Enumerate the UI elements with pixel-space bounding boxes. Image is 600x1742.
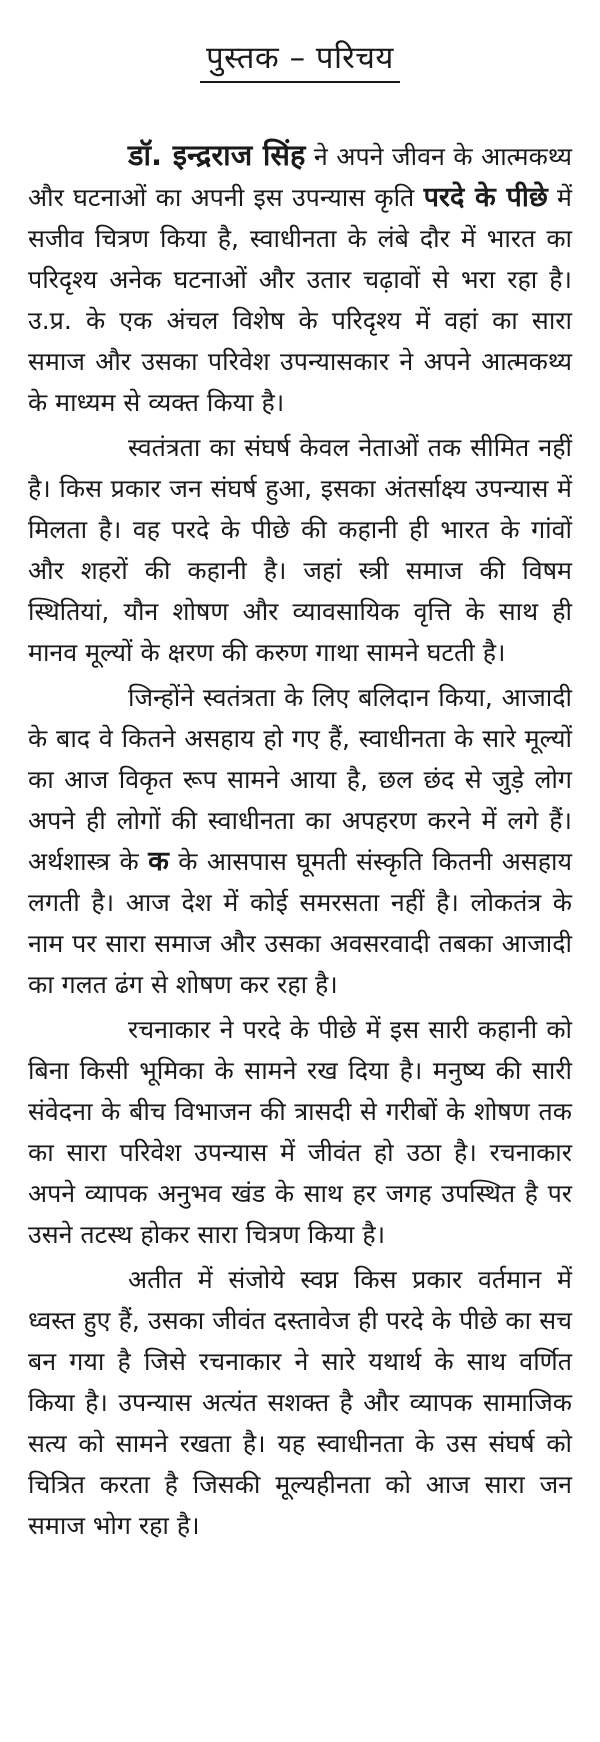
paragraph-2: स्वतंत्रता का संघर्ष केवल नेताओं तक सीमित नहीं है। किस प्रकार जन संघर्ष हुआ, इसका अंतर्साक्ष्य उपन्यास में मिलता है। वह परदे के पीछे की कहानी ही भारत के गांवों और शहरों की कहानी है। जहां स्त्री समाज की विषम स्थितियां, यौन शोषण और व्यावसायिक वृत्ति के साथ ही मानव मूल्यों के क्षरण की करुण गाथा सामने घटती है। [28, 433, 572, 668]
paragraph-3-text-b: के आसपास घूमती संस्कृति कितनी असहाय लगती है। आज देश में कोई समरसता नहीं है। लोकतंत्र के नाम पर सारा समाज और उसका अवसरवादी तबका आजादी का गलत ढंग से शोषण कर रहा है। [28, 847, 573, 1000]
paragraph-5: अतीत में संजोये स्वप्न किस प्रकार वर्तमान में ध्वस्त हुए हैं, उसका जीवंत दस्तावेज ही परदे के पीछे का सच बन गया है जिसे रचनाकार ने सारे यथार्थ के साथ वर्णित किया है। उपन्यास अत्यंत सशक्त है और व्यापक सामाजिक सत्य को सामने रखता है। यह स्वाधीनता के उस संघर्ष को चित्रित करता है जिसकी मूल्यहीनता को आज सारा जन समाज भोग रहा है। [28, 1265, 572, 1541]
author-name: डॉ. इन्द्रराज सिंह [128, 138, 306, 173]
paragraph-1-text-a: ने अपने जीवन के आत्मकथ्य और घटनाओं का अपनी इस उपन्यास कृति [28, 142, 572, 213]
paragraph-3 [28, 677, 572, 1005]
paragraph-1-text-b: में सजीव चित्रण किया है, स्वाधीनता के लंबे दौर में भारत का परिदृश्य अनेक घटनाओं और उतार चढ़ावों से भरा रहा है। उ.प्र. के एक अंचल विशेष के परिदृश्य में वहां का सारा समाज और उसका परिवेश उपन्यासकार ने अपने आत्मकथ्य के माध्यम से व्यक्त किया है। [28, 183, 572, 418]
paragraph-1 [28, 135, 572, 423]
paragraph-3-text-a: जिन्होंने स्वतंत्रता के लिए बलिदान किया, आजादी के बाद वे कितने असहाय हो गए हैं, स्वाधीनता के सारे मूल्यों का आज विकृत रूप सामने आया है, छल छंद से जुड़े लोग अपने ही लोगों की स्वाधीनता का अपहरण करने में लगे हैं। अर्थशास्त्र के [28, 683, 572, 877]
book-title: परदे के पीछे [423, 182, 548, 214]
page-title: पुस्तक – परिचय [200, 40, 400, 83]
bold-letter: क [148, 846, 169, 878]
title-block [28, 40, 572, 83]
paragraph-4: रचनाकार ने परदे के पीछे में इस सारी कहानी को बिना किसी भूमिका के सामने रख दिया है। मनुष्य की सारी संवेदना के बीच विभाजन की त्रासदी से गरीबों के शोषण तक का सारा परिवेश उपन्यास में जीवंत हो उठा है। रचनाकार अपने व्यापक अनुभव खंड के साथ हर जगह उपस्थित है पर उसने तटस्थ होकर सारा चित्रण किया है। [28, 1015, 572, 1250]
